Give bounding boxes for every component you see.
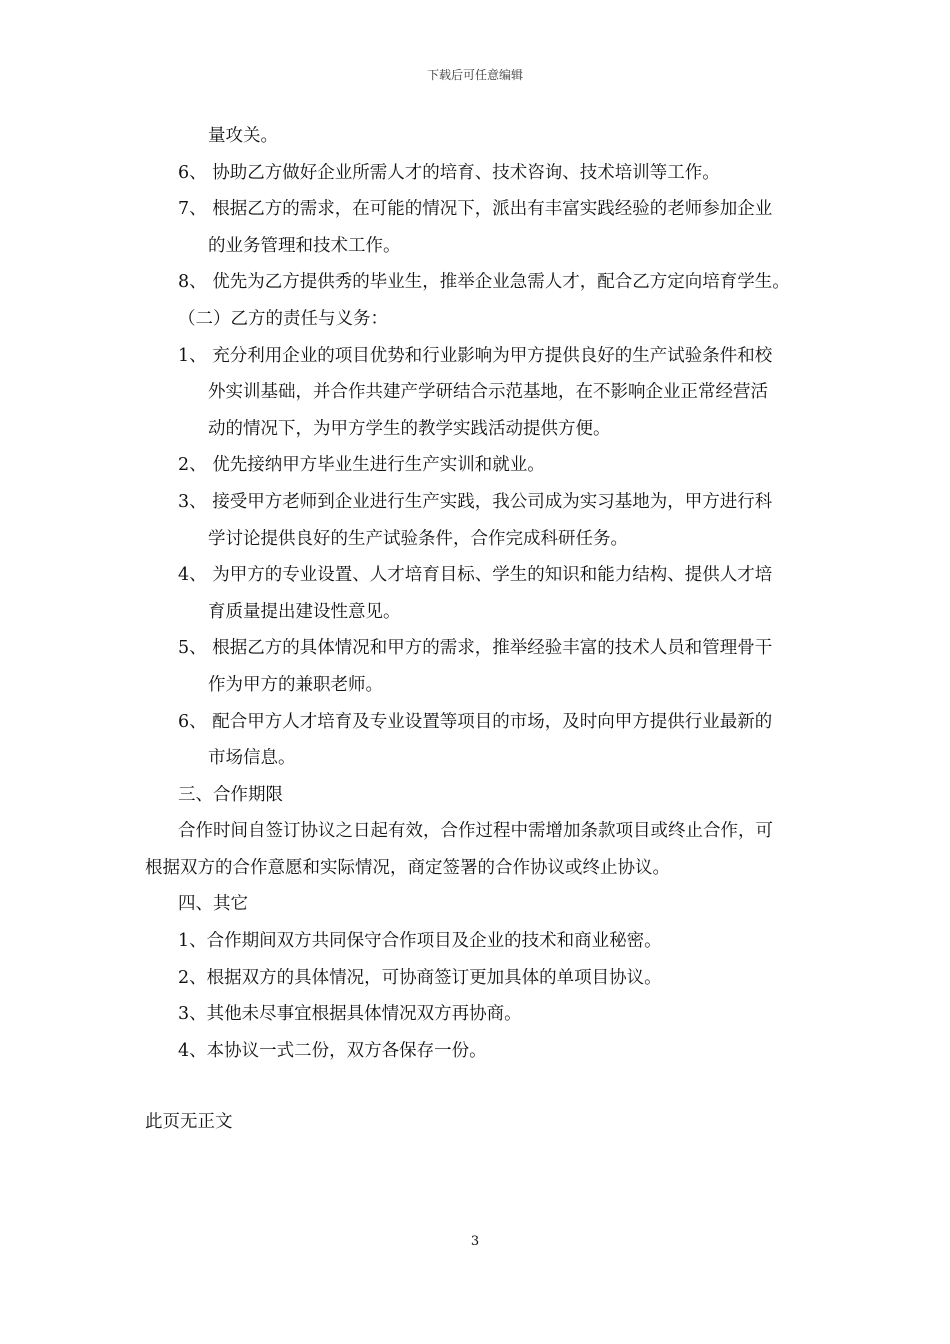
list-item: 3、其他未尽事宜根据具体情况双方再协商。 [178,1004,522,1025]
page-header: 下载后可任意编辑 [426,68,523,82]
text-line: 市场信息。 [208,748,296,769]
list-item: 2、根据双方的具体情况，可协商签订更加具体的单项目协议。 [178,967,662,988]
paragraph-line: 根据双方的合作意愿和实际情况，商定签署的合作协议或终止协议。 [145,857,670,878]
document-body [145,118,835,1069]
section-heading: 四、其它 [178,894,248,915]
text-line: 动的情况下，为甲方学生的教学实践活动提供方便。 [208,418,611,439]
no-body-text-note: 此页无正文 [145,1112,233,1132]
section-heading: （二）乙方的责任与义务： [178,308,388,329]
paragraph-line: 合作时间自签订协议之日起有效，合作过程中需增加条款项目或终止合作，可 [178,821,773,842]
text-line: 作为甲方的兼职老师。 [208,674,383,695]
list-item: 4、本协议一式二份，双方各保存一份。 [178,1040,487,1061]
page-number: 3 [470,1234,480,1249]
list-item: 1、合作期间双方共同保守合作项目及企业的技术和商业秘密。 [178,931,662,952]
text-line: 量攻关。 [208,126,278,146]
list-item: 8、 优先为乙方提供秀的毕业生，推举企业急需人才，配合乙方定向培育学生。 [178,272,790,293]
list-item: 3、 接受甲方老师到企业进行生产实践，我公司成为实习基地为，甲方进行科 [178,491,773,512]
list-item: 7、 根据乙方的需求，在可能的情况下，派出有丰富实践经验的老师参加企业 [178,199,773,220]
list-item: 5、 根据乙方的具体情况和甲方的需求，推举经验丰富的技术人员和管理骨干 [178,638,773,659]
text-line: 学讨论提供良好的生产试验条件，合作完成科研任务。 [208,528,628,549]
list-item: 4、 为甲方的专业设置、人才培育目标、学生的知识和能力结构、提供人才培 [178,565,773,586]
text-line: 外实训基础，并合作共建产学研结合示范基地，在不影响企业正常经营活 [208,382,768,403]
list-item: 2、 优先接纳甲方毕业生进行生产实训和就业。 [178,455,545,476]
text-line: 的业务管理和技术工作。 [208,235,401,256]
list-item: 6、 协助乙方做好企业所需人才的培育、技术咨询、技术培训等工作。 [178,162,720,183]
list-item: 1、 充分利用企业的项目优势和行业影响为甲方提供良好的生产试验条件和校 [178,345,773,366]
text-line: 育质量提出建设性意见。 [208,601,401,622]
list-item: 6、 配合甲方人才培育及专业设置等项目的市场，及时向甲方提供行业最新的 [178,711,773,732]
section-heading: 三、合作期限 [178,784,283,805]
